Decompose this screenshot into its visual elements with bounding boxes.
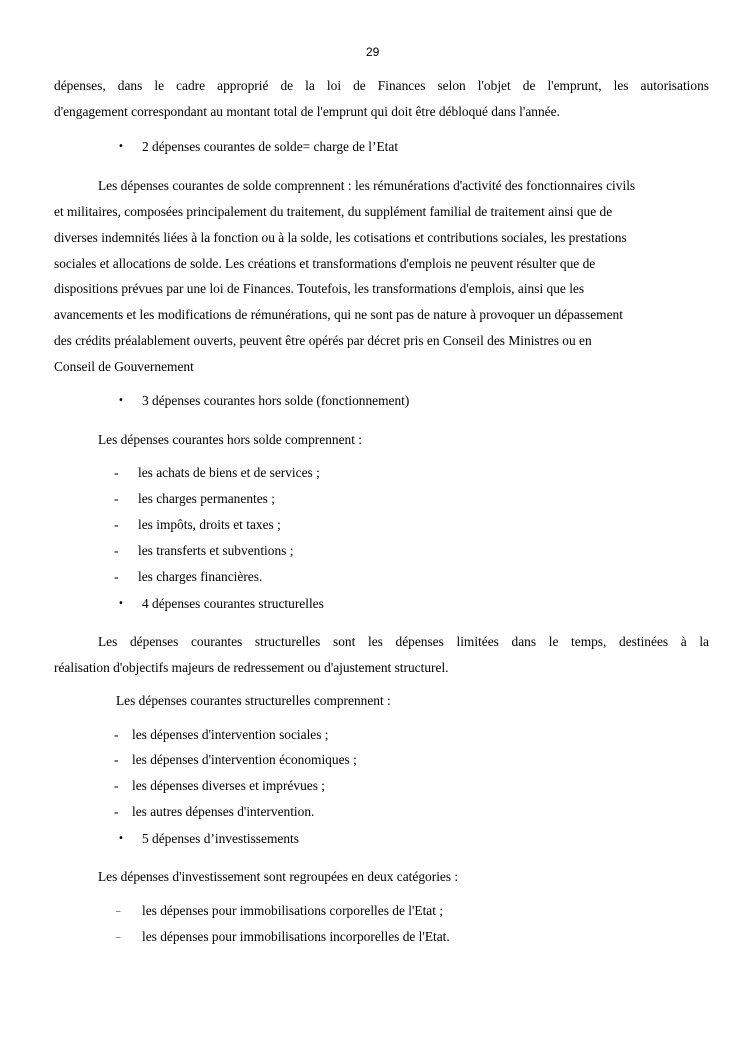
- sec2-para-line-1: Les dépenses courantes de solde comprennent : les rémunérations d'activité des fonctionnaires civils: [98, 178, 636, 193]
- section-2-heading-text: 2 dépenses courantes de solde= charge de l’Etat: [142, 139, 399, 154]
- sec2-para-line-8: Conseil de Gouvernement: [54, 359, 194, 374]
- list-item: [116, 929, 536, 945]
- dash-marker: -: [114, 543, 119, 558]
- sec4-intro: Les dépenses courantes structurelles comprennent :: [116, 693, 391, 708]
- section-3-heading: [118, 393, 518, 409]
- list-item-text: les autres dépenses d'intervention.: [132, 804, 315, 819]
- list-item: [114, 804, 514, 820]
- list-item-text: les dépenses pour immobilisations corporelles de l'Etat ;: [142, 903, 444, 918]
- intro-line-2: d'engagement correspondant au montant total de l'emprunt qui doit être débloqué dans l'année.: [54, 104, 560, 119]
- list-item-text: les impôts, droits et taxes ;: [138, 517, 281, 532]
- sec2-para-line-7: des crédits préalablement ouverts, peuvent être opérés par décret pris en Conseil des Ministres ou en: [54, 333, 592, 348]
- list-item-text: les transferts et subventions ;: [138, 543, 294, 558]
- dash-marker: –: [116, 932, 121, 942]
- dash-marker: -: [114, 569, 119, 584]
- dash-marker: -: [114, 491, 119, 506]
- dash-marker: -: [114, 804, 119, 819]
- list-item-text: les dépenses d'intervention économiques ;: [132, 752, 357, 767]
- sec3-intro: Les dépenses courantes hors solde comprennent :: [98, 432, 363, 447]
- list-item: [114, 491, 514, 507]
- dash-marker: -: [114, 517, 119, 532]
- list-item: [116, 903, 536, 919]
- section-2-heading: [118, 139, 518, 155]
- sec2-para-line-3: diverses indemnités liées à la fonction ou à la solde, les cotisations et contributions sociales, les prestations: [54, 230, 627, 245]
- bullet-icon: •: [118, 395, 124, 406]
- sec5-intro: Les dépenses d'investissement sont regroupées en deux catégories :: [98, 869, 459, 884]
- sec2-para-line-2: et militaires, composées principalement du traitement, du supplément familial de traitement ainsi que de: [54, 204, 613, 219]
- bullet-icon: •: [118, 598, 124, 609]
- list-item: [114, 778, 514, 794]
- bullet-icon: •: [118, 141, 124, 152]
- list-item: [114, 543, 514, 559]
- list-item-text: les dépenses diverses et imprévues ;: [132, 778, 325, 793]
- section-5-heading: [118, 831, 518, 847]
- page-number: 29: [366, 45, 380, 59]
- dash-marker: -: [114, 752, 119, 767]
- list-item: [114, 727, 514, 743]
- dash-marker: -: [114, 465, 119, 480]
- sec2-para-line-5: dispositions prévues par une loi de Finances. Toutefois, les transformations d'emplois, ainsi que les: [54, 281, 585, 296]
- list-item-text: les dépenses d'intervention sociales ;: [132, 727, 329, 742]
- list-item-text: les charges permanentes ;: [138, 491, 275, 506]
- sec2-para-line-4: sociales et allocations de solde. Les créations et transformations d'emplois ne peuvent résulter que de: [54, 256, 596, 271]
- list-item: [114, 569, 514, 585]
- intro-line-1: dépenses, dans le cadre approprié de la loi de Finances selon l'objet de l'emprunt, les autorisations: [54, 78, 709, 93]
- sec4-para-line-2: réalisation d'objectifs majeurs de redressement ou d'ajustement structurel.: [54, 660, 449, 675]
- section-3-heading-text: 3 dépenses courantes hors solde (fonctionnement): [142, 393, 410, 408]
- bullet-icon: •: [118, 833, 124, 844]
- section-5-heading-text: 5 dépenses d’investissements: [142, 831, 299, 846]
- list-item-text: les dépenses pour immobilisations incorporelles de l'Etat.: [142, 929, 450, 944]
- section-4-heading-text: 4 dépenses courantes structurelles: [142, 596, 324, 611]
- list-item: [114, 517, 514, 533]
- section-4-heading: [118, 596, 518, 612]
- sec4-para-line-1: Les dépenses courantes structurelles sont les dépenses limitées dans le temps, destinées à la: [98, 634, 709, 649]
- sec2-para-line-6: avancements et les modifications de rémunérations, qui ne sont pas de nature à provoquer un dépassement: [54, 307, 623, 322]
- list-item: [114, 465, 514, 481]
- list-item: [114, 752, 514, 768]
- dash-marker: –: [116, 906, 121, 916]
- dash-marker: -: [114, 778, 119, 793]
- list-item-text: les achats de biens et de services ;: [138, 465, 320, 480]
- dash-marker: -: [114, 727, 119, 742]
- list-item-text: les charges financières.: [138, 569, 263, 584]
